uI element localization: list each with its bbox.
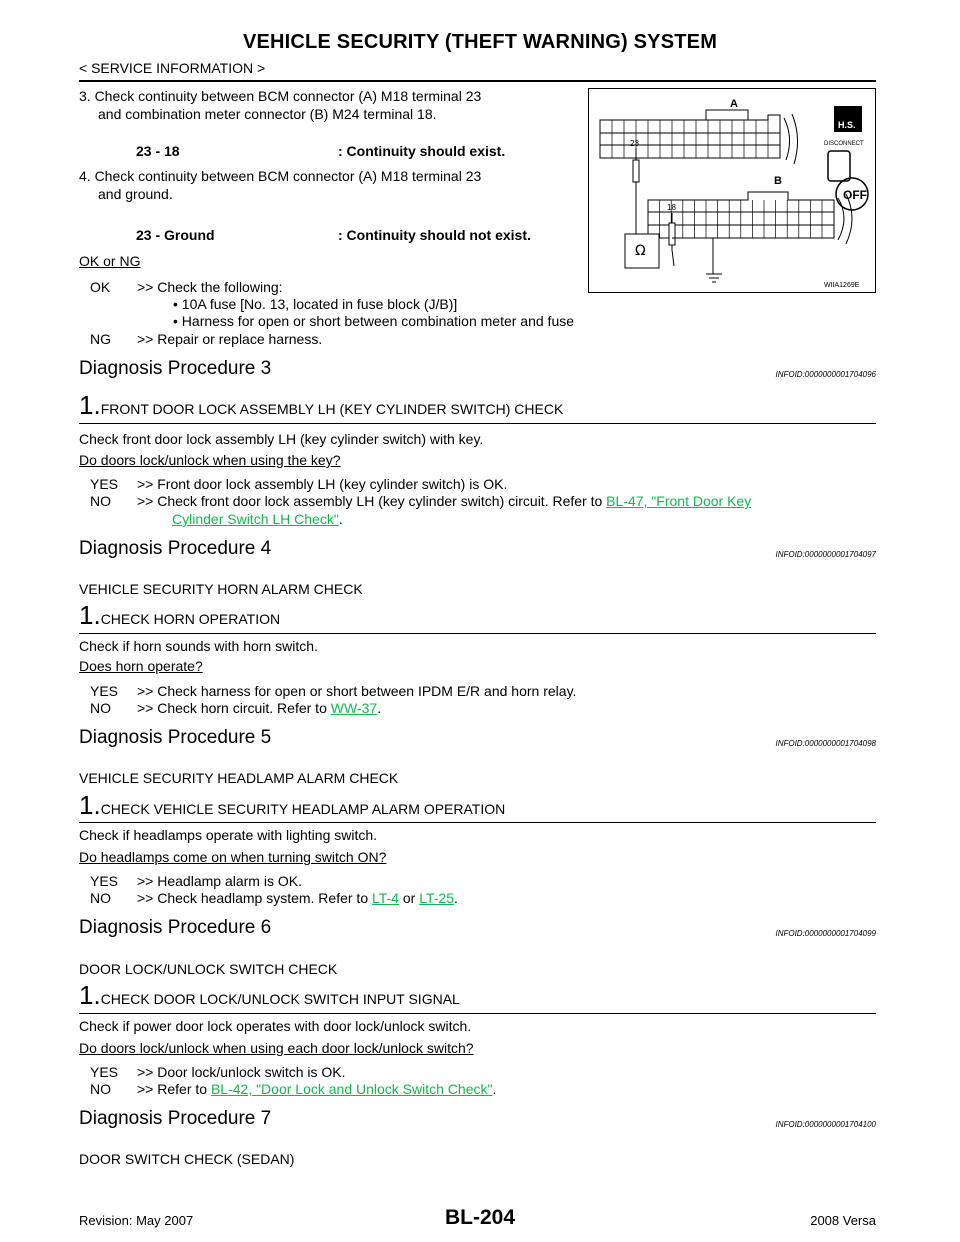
ok-ng-question: OK or NG bbox=[79, 253, 141, 269]
section-label: < SERVICE INFORMATION > bbox=[79, 60, 266, 76]
no-label: NO bbox=[90, 890, 111, 906]
proc-6-infoid: INFOID:0000000001704099 bbox=[775, 929, 876, 938]
proc-7-title: Diagnosis Procedure 7 bbox=[79, 1108, 272, 1129]
ref-link-bl-47[interactable]: BL-47, "Front Door Key bbox=[606, 493, 752, 509]
spec-1-label: 23 - 18 bbox=[136, 143, 180, 159]
no-text: >> Check horn circuit. Refer to WW-37. bbox=[137, 700, 382, 716]
proc-4-heading: VEHICLE SECURITY HORN ALARM CHECK bbox=[79, 581, 363, 597]
ng-label: NG bbox=[90, 331, 111, 347]
label-b: B bbox=[774, 175, 782, 187]
yes-label: YES bbox=[90, 683, 119, 699]
step-title: CHECK HORN OPERATION bbox=[100, 611, 281, 627]
step-4-line-2: and ground. bbox=[98, 186, 173, 202]
proc-4-title: Diagnosis Procedure 4 bbox=[79, 538, 272, 559]
step-3-line-1: 3. Check continuity between BCM connector (A) M18 terminal 23 bbox=[79, 88, 482, 104]
step-number: 1. bbox=[79, 600, 101, 630]
proc-3-instruction: Check front door lock assembly LH (key cylinder switch) with key. bbox=[79, 431, 484, 447]
figure-code: WIIA1269E bbox=[824, 282, 860, 289]
proc-4-question: Does horn operate? bbox=[79, 658, 203, 674]
step-title: CHECK VEHICLE SECURITY HEADLAMP ALARM OPERATION bbox=[100, 801, 506, 817]
no-text: >> Check headlamp system. Refer to LT-4 or LT-25. bbox=[137, 890, 458, 906]
step-3-line-2: and combination meter connector (B) M24 terminal 18. bbox=[98, 106, 437, 122]
ref-link-ww-37[interactable]: WW-37 bbox=[330, 700, 378, 716]
proc-5-infoid: INFOID:0000000001704098 bbox=[775, 739, 876, 748]
spec-1-value: : Continuity should exist. bbox=[338, 143, 506, 159]
model-year: 2008 Versa bbox=[810, 1213, 876, 1228]
yes-text: >> Door lock/unlock switch is OK. bbox=[137, 1064, 346, 1080]
proc-5-heading: VEHICLE SECURITY HEADLAMP ALARM CHECK bbox=[79, 770, 399, 786]
proc-6-title: Diagnosis Procedure 6 bbox=[79, 917, 272, 938]
pin-18: 18 bbox=[667, 203, 676, 212]
hs-badge-icon: H.S. bbox=[838, 120, 856, 130]
pin-23: 23 bbox=[630, 139, 639, 148]
yes-text: >> Headlamp alarm is OK. bbox=[137, 873, 302, 889]
page-code: BL-204 bbox=[444, 1206, 516, 1229]
step-title: CHECK DOOR LOCK/UNLOCK SWITCH INPUT SIGNAL bbox=[100, 991, 460, 1007]
ref-link-bl-42[interactable]: BL-42, "Door Lock and Unlock Switch Check" bbox=[210, 1081, 493, 1097]
step-number: 1. bbox=[79, 980, 101, 1010]
step-number: 1. bbox=[79, 390, 101, 420]
step-divider bbox=[79, 1013, 876, 1014]
step-divider bbox=[79, 423, 876, 424]
proc-3-question: Do doors lock/unlock when using the key? bbox=[79, 452, 341, 468]
proc-7-infoid: INFOID:0000000001704100 bbox=[775, 1120, 876, 1129]
yes-text: >> Check harness for open or short between IPDM E/R and horn relay. bbox=[137, 683, 577, 699]
proc-3-title: Diagnosis Procedure 3 bbox=[79, 358, 272, 379]
spec-2-label: 23 - Ground bbox=[136, 227, 215, 243]
proc-6-step bbox=[79, 982, 460, 1009]
off-text: OFF bbox=[843, 188, 867, 202]
no-label: NO bbox=[90, 700, 111, 716]
proc-3-step bbox=[79, 392, 563, 419]
no-label: NO bbox=[90, 493, 111, 509]
header-divider bbox=[79, 80, 876, 82]
yes-label: YES bbox=[90, 476, 119, 492]
step-divider bbox=[79, 822, 876, 823]
proc-4-infoid: INFOID:0000000001704097 bbox=[775, 550, 876, 559]
yes-text: >> Front door lock assembly LH (key cylinder switch) is OK. bbox=[137, 476, 508, 492]
proc-5-instruction: Check if headlamps operate with lighting switch. bbox=[79, 827, 378, 843]
disconnect-text: DISCONNECT bbox=[824, 141, 864, 147]
proc-4-step bbox=[79, 602, 280, 629]
page-title: VEHICLE SECURITY (THEFT WARNING) SYSTEM bbox=[242, 31, 718, 53]
no-text: >> Check front door lock assembly LH (key cylinder switch) circuit. Refer to BL-47, "Front Door Key bbox=[137, 493, 752, 509]
yes-label: YES bbox=[90, 1064, 119, 1080]
ref-link-lt-25[interactable]: LT-25 bbox=[419, 890, 454, 906]
ok-bullet-2: • Harness for open or short between combination meter and fuse bbox=[173, 313, 575, 329]
proc-7-heading: DOOR SWITCH CHECK (SEDAN) bbox=[79, 1151, 295, 1167]
proc-6-heading: DOOR LOCK/UNLOCK SWITCH CHECK bbox=[79, 961, 338, 977]
step-number: 1. bbox=[79, 790, 101, 820]
proc-5-step bbox=[79, 792, 505, 819]
proc-6-question: Do doors lock/unlock when using each door lock/unlock switch? bbox=[79, 1040, 474, 1056]
ng-text: >> Repair or replace harness. bbox=[137, 331, 323, 347]
step-4-line-1: 4. Check continuity between BCM connector (A) M18 terminal 23 bbox=[79, 168, 482, 184]
step-title: FRONT DOOR LOCK ASSEMBLY LH (KEY CYLINDER SWITCH) CHECK bbox=[100, 401, 564, 417]
no-text: >> Refer to BL-42, "Door Lock and Unlock Switch Check". bbox=[137, 1081, 497, 1097]
proc-5-question: Do headlamps come on when turning switch ON? bbox=[79, 849, 387, 865]
proc-3-infoid: INFOID:0000000001704096 bbox=[775, 370, 876, 379]
proc-5-title: Diagnosis Procedure 5 bbox=[79, 727, 272, 748]
ok-bullet-1: • 10A fuse [No. 13, located in fuse block (J/B)] bbox=[173, 296, 458, 312]
no-text-cont: Cylinder Switch LH Check". bbox=[172, 511, 343, 527]
ohm-meter-icon: Ω bbox=[635, 243, 646, 259]
yes-label: YES bbox=[90, 873, 119, 889]
no-label: NO bbox=[90, 1081, 111, 1097]
ref-link-bl-47-cont[interactable]: Cylinder Switch LH Check" bbox=[172, 511, 339, 527]
ok-text: >> Check the following: bbox=[137, 279, 283, 295]
proc-4-instruction: Check if horn sounds with horn switch. bbox=[79, 638, 318, 654]
revision-date: Revision: May 2007 bbox=[79, 1213, 194, 1228]
ref-link-lt-4[interactable]: LT-4 bbox=[372, 890, 399, 906]
connector-figure bbox=[588, 88, 876, 293]
spec-2-value: : Continuity should not exist. bbox=[338, 227, 531, 243]
ok-label: OK bbox=[90, 279, 111, 295]
step-divider bbox=[79, 633, 876, 634]
proc-6-instruction: Check if power door lock operates with door lock/unlock switch. bbox=[79, 1018, 472, 1034]
label-a: A bbox=[730, 98, 738, 110]
